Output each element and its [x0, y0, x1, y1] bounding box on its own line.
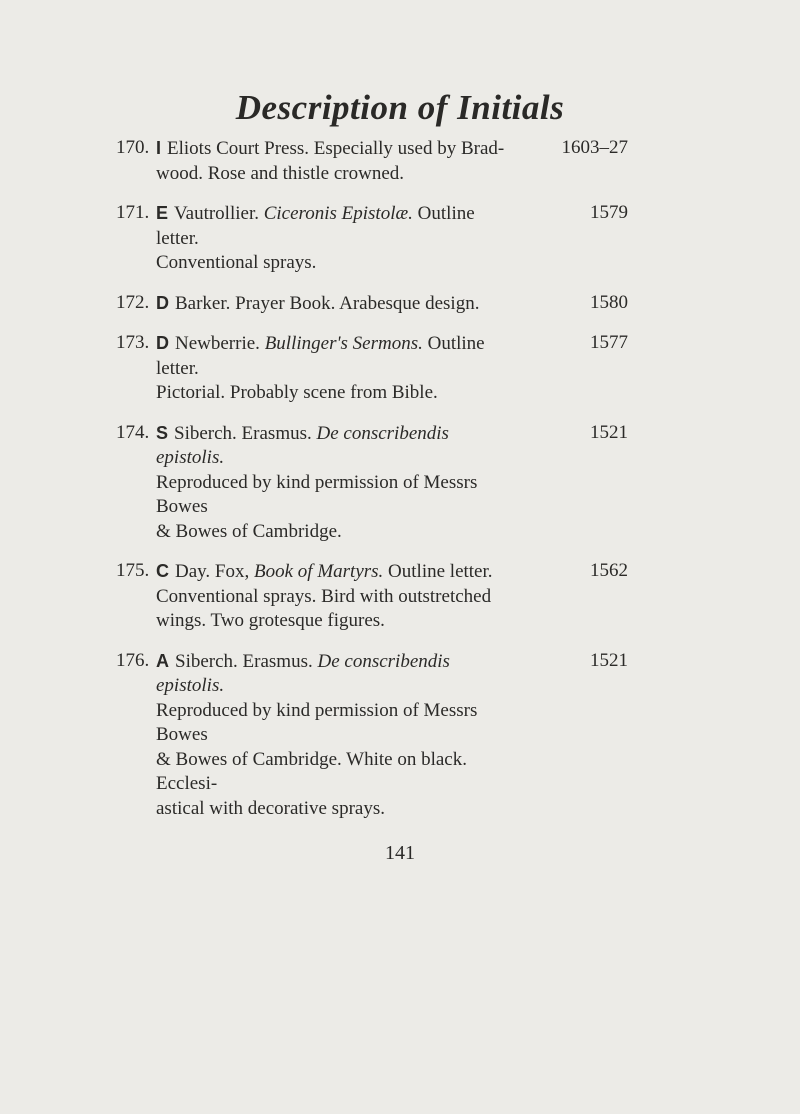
- entry-work-title: Book of Martyrs.: [254, 561, 384, 582]
- initial-letter: D: [156, 292, 169, 313]
- entry-number: 174.: [116, 421, 150, 443]
- entry-text: [156, 201, 519, 276]
- entry-year: 1562: [590, 560, 628, 581]
- entry-text: [156, 421, 519, 545]
- entry-170: [0, 136, 800, 186]
- entry-work-title: Bullinger's Sermons.: [264, 333, 423, 354]
- entry-173: [0, 331, 800, 406]
- entry-year: 1577: [590, 332, 628, 353]
- entry-number: 171.: [116, 202, 150, 223]
- entry-line: Pictorial. Probably scene from Bible.: [156, 382, 438, 403]
- entry-number: 173.: [116, 332, 150, 353]
- entry-text: [156, 559, 519, 634]
- entry-year: 1521: [590, 649, 628, 671]
- entry-text: [156, 649, 519, 822]
- entry-line: wings. Two grotesque figures.: [156, 610, 385, 631]
- entry-171: [0, 201, 800, 276]
- entry-number: 175.: [116, 560, 150, 581]
- entry-text: [156, 331, 519, 406]
- entry-line: Conventional sprays. Bird with outstretched: [156, 585, 492, 607]
- entry-printer: Day. Fox,: [175, 561, 250, 582]
- entry-year: 1579: [590, 202, 628, 223]
- page-title: Description of Initials: [235, 88, 565, 127]
- entry-line: Conventional sprays.: [156, 252, 317, 273]
- entry-line: & Bowes of Cambridge.: [156, 520, 342, 542]
- initial-letter: A: [156, 650, 169, 671]
- entry-list: [0, 136, 800, 836]
- entry-printer: Siberch. Erasmus.: [174, 422, 312, 444]
- entry-line: Reproduced by kind permission of Messrs Bowes: [156, 471, 478, 517]
- initial-letter: S: [156, 422, 169, 443]
- entry-174: [0, 421, 800, 545]
- entry-year: 1603–27: [561, 137, 628, 158]
- entry-printer: Vautrollier.: [174, 203, 259, 224]
- initial-letter: I: [156, 138, 162, 158]
- entry-text: [156, 291, 519, 317]
- entry-line: Eliots Court Press. Especially used by Brad-: [167, 138, 505, 159]
- entry-number: 172.: [116, 291, 150, 313]
- entry-line: astical with decorative sprays.: [156, 797, 385, 819]
- page-number: 141: [385, 842, 415, 864]
- entry-description: Outline letter.: [156, 203, 475, 249]
- entry-number: 176.: [116, 649, 150, 671]
- entry-description: Outline letter.: [388, 561, 493, 582]
- entry-year: 1580: [590, 291, 628, 313]
- entry-line: Reproduced by kind permission of Messrs Bowes: [156, 699, 478, 745]
- entry-text: [156, 136, 519, 186]
- initial-letter: E: [156, 203, 169, 223]
- entry-work-title: De conscribendis epistolis.: [156, 422, 449, 468]
- entry-printer: Siberch. Erasmus.: [175, 650, 313, 672]
- entry-year: 1521: [590, 421, 628, 443]
- entry-175: [0, 559, 800, 634]
- entry-176: [0, 649, 800, 822]
- entry-line: Barker. Prayer Book. Arabesque design.: [175, 292, 480, 314]
- entry-work-title: De conscribendis epistolis.: [156, 650, 450, 696]
- entry-work-title: Ciceronis Epistolæ.: [263, 203, 413, 224]
- entry-number: 170.: [116, 137, 150, 158]
- entry-printer: Newberrie.: [175, 333, 260, 354]
- entry-description: Outline letter.: [156, 333, 485, 379]
- entry-line: wood. Rose and thistle crowned.: [156, 162, 405, 184]
- entry-line: & Bowes of Cambridge. White on black. Ecclesi-: [156, 748, 467, 794]
- initial-letter: C: [156, 561, 169, 581]
- initial-letter: D: [156, 333, 169, 353]
- entry-172: [0, 291, 800, 317]
